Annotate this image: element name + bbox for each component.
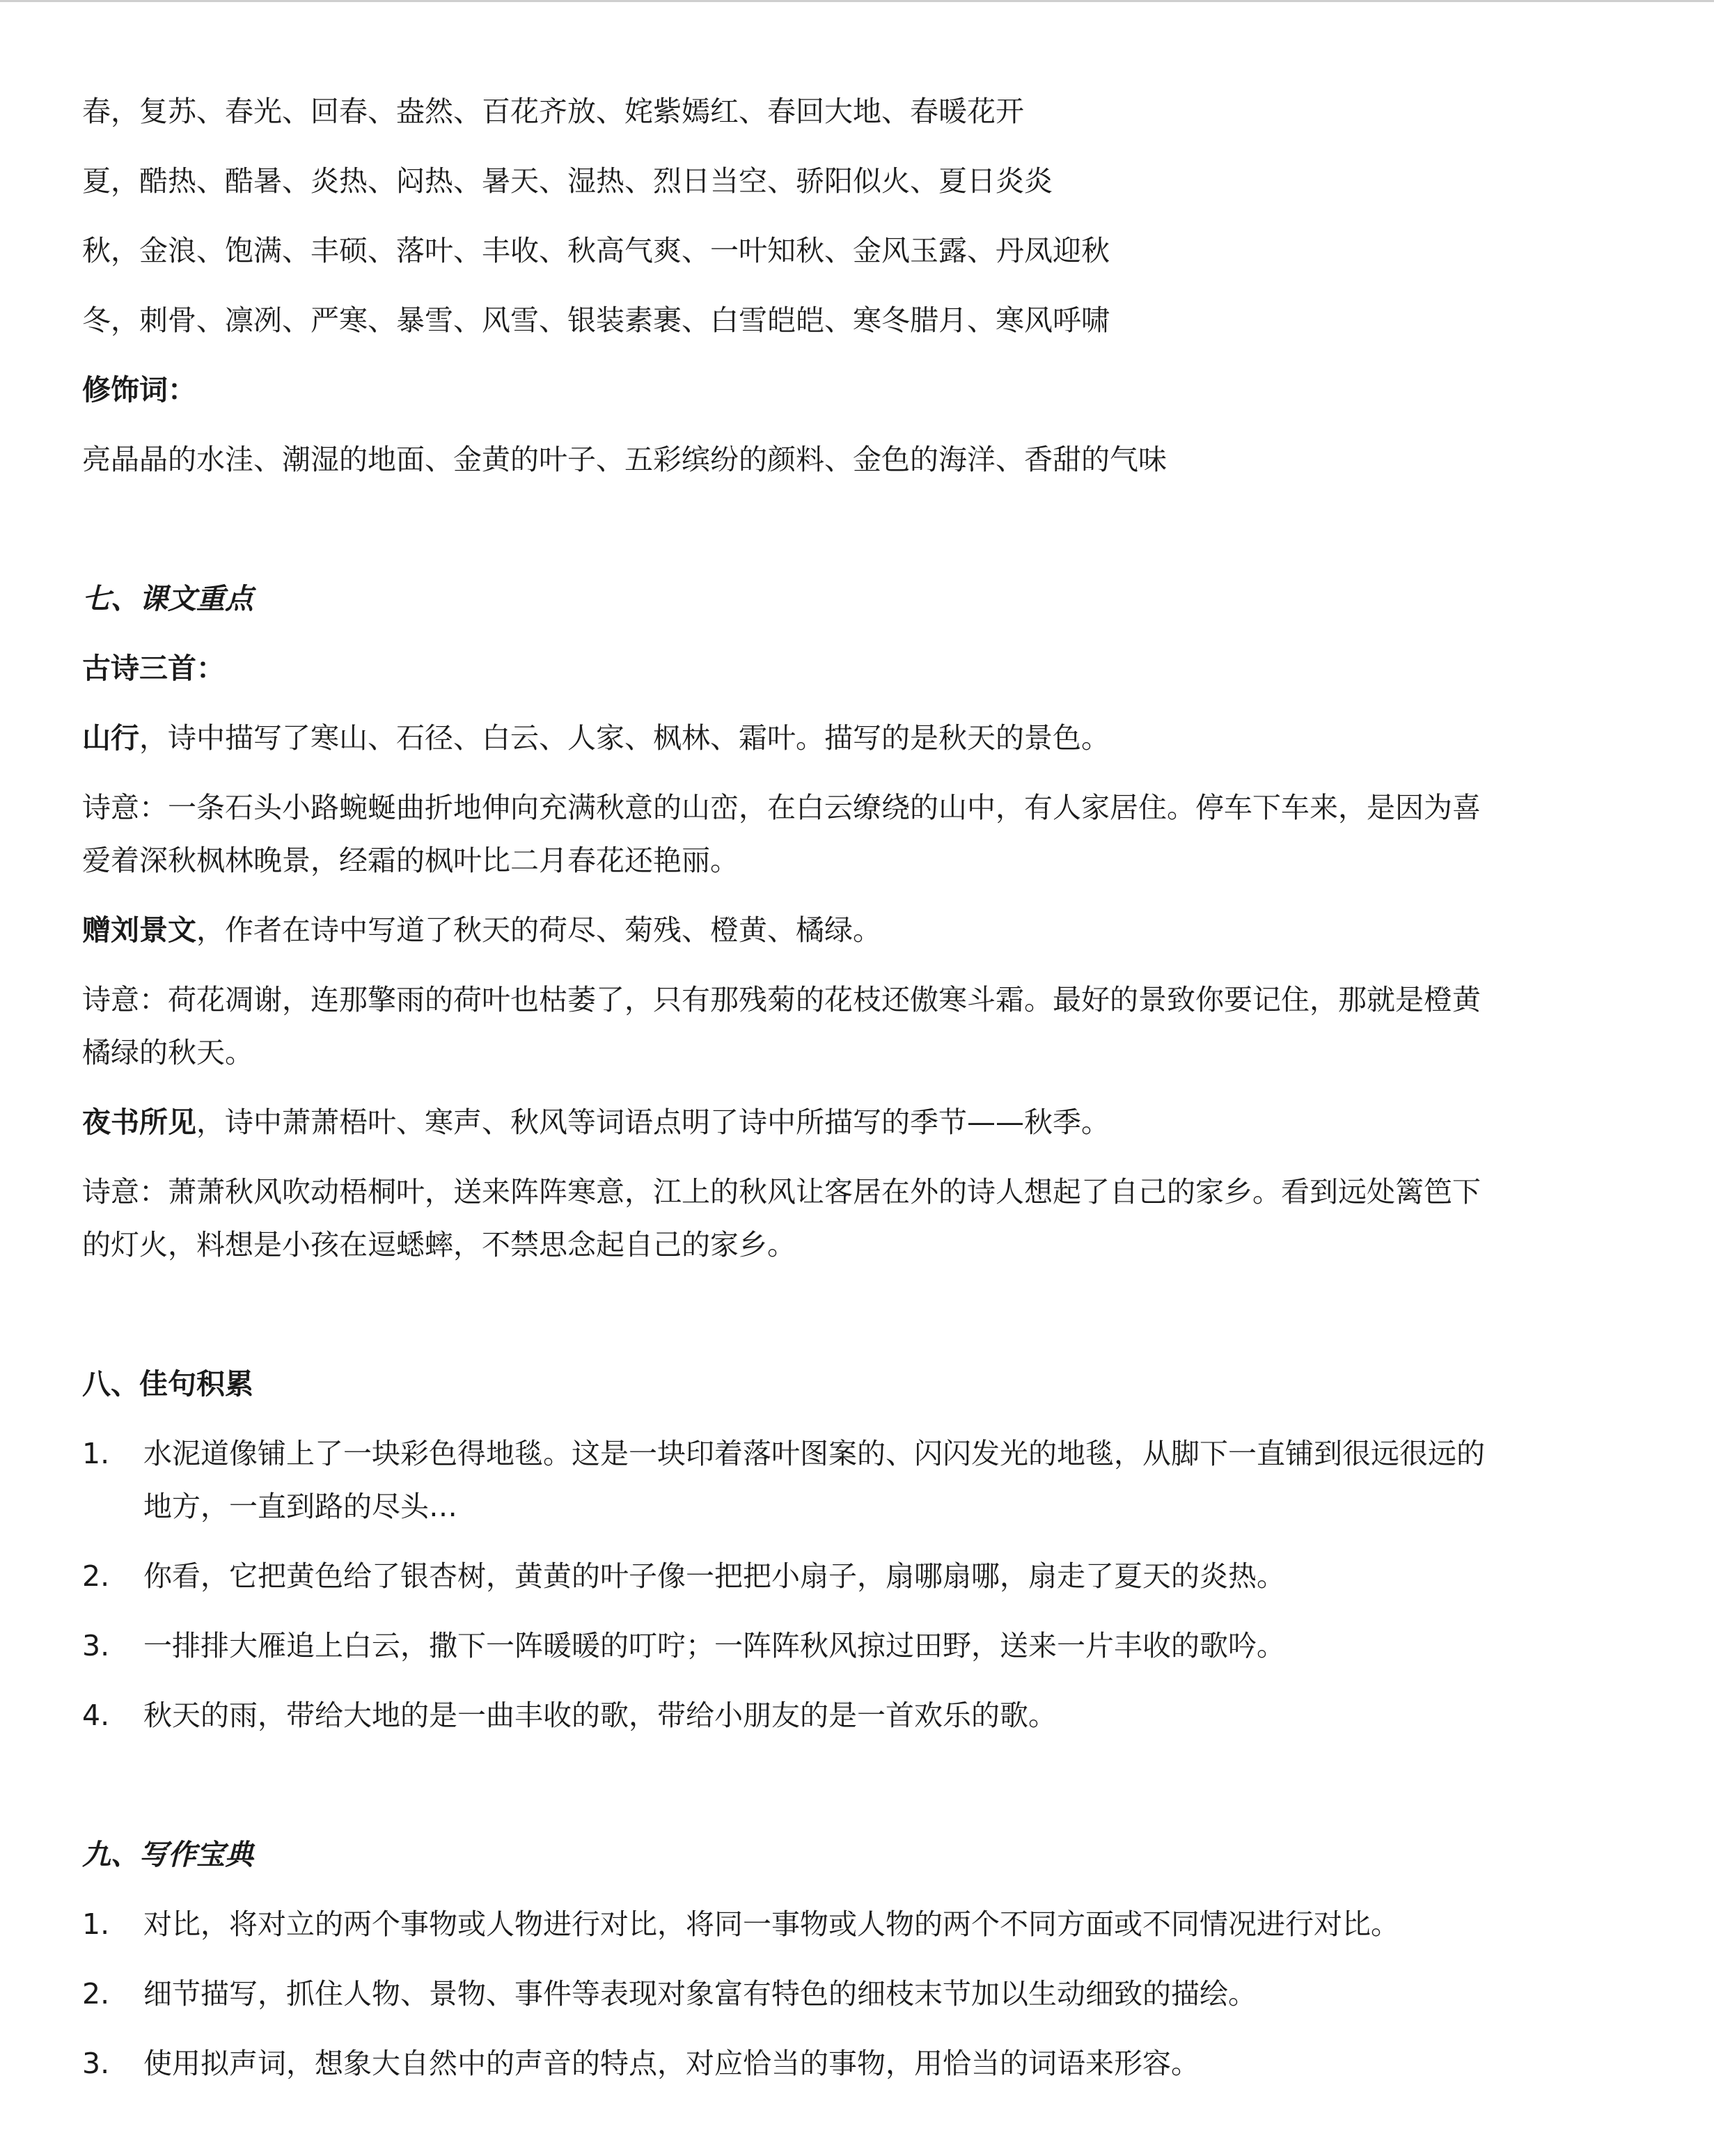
poem-2-title: 赠刘景文 [82, 913, 196, 947]
tip-3-number: 3. [82, 2047, 110, 2080]
poem-2-meaning-line-1: 诗意：荷花凋谢，连那擎雨的荷叶也枯萎了，只有那残菊的花枝还傲寒斗霜。最好的景致你要记住，那就是橙黄 [82, 983, 1481, 1016]
section-heading-9: 九、写作宝典 [82, 1838, 253, 1871]
season-line-summer: 夏，酷热、酷暑、炎热、闷热、暑天、湿热、烈日当空、骄阳似火、夏日炎炎 [82, 164, 1053, 198]
poem-1-desc: ，诗中描写了寒山、石径、白云、人家、枫林、霜叶。描写的是秋天的景色。 [139, 721, 1110, 755]
poem-3-title: 夜书所见 [82, 1105, 196, 1139]
poem-1-meaning-line-1: 诗意：一条石头小路蜿蜒曲折地伸向充满秋意的山峦，在白云缭绕的山中，有人家居住。停车下车来，是因为喜 [82, 791, 1481, 824]
tip-1-text: 对比，将对立的两个事物或人物进行对比，将同一事物或人物的两个不同方面或不同情况进行对比。 [143, 1907, 1399, 1941]
poem-3-summary [82, 1096, 1642, 1149]
sentence-1-line-2: 地方，一直到路的尽头… [143, 1490, 457, 1523]
poem-1-title: 山行 [82, 721, 139, 755]
poem-3-meaning-line-2: 的灯火，料想是小孩在逗蟋蟀，不禁思念起自己的家乡。 [82, 1228, 796, 1261]
section-heading-7: 七、课文重点 [82, 582, 253, 615]
poem-3-meaning-line-1: 诗意：萧萧秋风吹动梧桐叶，送来阵阵寒意，江上的秋风让客居在外的诗人想起了自己的家乡。看到远处篱笆下 [82, 1175, 1481, 1209]
sentence-4-text: 秋天的雨，带给大地的是一曲丰收的歌，带给小朋友的是一首欢乐的歌。 [143, 1699, 1057, 1732]
sentence-3-number: 3. [82, 1629, 110, 1662]
tip-1-number: 1. [82, 1907, 110, 1941]
poem-1-summary [82, 711, 1642, 764]
sentence-3-text: 一排排大雁追上白云，撒下一阵暖暖的叮咛；一阵阵秋风掠过田野，送来一片丰收的歌吟。 [143, 1629, 1285, 1662]
poems-subheading: 古诗三首： [82, 652, 225, 685]
poem-1-meaning-line-2: 爱着深秋枫林晚景，经霜的枫叶比二月春花还艳丽。 [82, 844, 739, 877]
season-line-winter: 冬，刺骨、凛冽、严寒、暴雪、风雪、银装素裹、白雪皑皑、寒冬腊月、寒风呼啸 [82, 304, 1110, 337]
modifiers-text: 亮晶晶的水洼、潮湿的地面、金黄的叶子、五彩缤纷的颜料、金色的海洋、香甜的气味 [82, 443, 1167, 476]
poem-2-desc: ，作者在诗中写道了秋天的荷尽、菊残、橙黄、橘绿。 [196, 913, 881, 947]
sentence-1-number: 1. [82, 1437, 110, 1470]
tip-3-text: 使用拟声词，想象大自然中的声音的特点，对应恰当的事物，用恰当的词语来形容。 [143, 2047, 1200, 2080]
poem-2-summary [82, 904, 1642, 957]
section-heading-8: 八、佳句积累 [82, 1367, 253, 1401]
sentence-1-line-1: 水泥道像铺上了一块彩色得地毯。这是一块印着落叶图案的、闪闪发光的地毯，从脚下一直铺到很远很远的 [143, 1437, 1485, 1470]
poem-3-desc: ，诗中萧萧梧叶、寒声、秋风等词语点明了诗中所描写的季节——秋季。 [196, 1105, 1110, 1139]
season-line-spring: 春，复苏、春光、回春、盎然、百花齐放、姹紫嫣红、春回大地、春暖花开 [82, 95, 1024, 128]
tip-2-number: 2. [82, 1977, 110, 2011]
modifiers-heading: 修饰词： [82, 373, 196, 407]
tip-2-text: 细节描写，抓住人物、景物、事件等表现对象富有特色的细枝末节加以生动细致的描绘。 [143, 1977, 1257, 2011]
sentence-2-text: 你看，它把黄色给了银杏树，黄黄的叶子像一把把小扇子，扇哪扇哪，扇走了夏天的炎热。 [143, 1559, 1285, 1593]
poem-2-meaning-line-2: 橘绿的秋天。 [82, 1036, 253, 1069]
season-line-autumn: 秋，金浪、饱满、丰硕、落叶、丰收、秋高气爽、一叶知秋、金风玉露、丹凤迎秋 [82, 234, 1110, 267]
sentence-4-number: 4. [82, 1699, 110, 1732]
sentence-2-number: 2. [82, 1559, 110, 1593]
